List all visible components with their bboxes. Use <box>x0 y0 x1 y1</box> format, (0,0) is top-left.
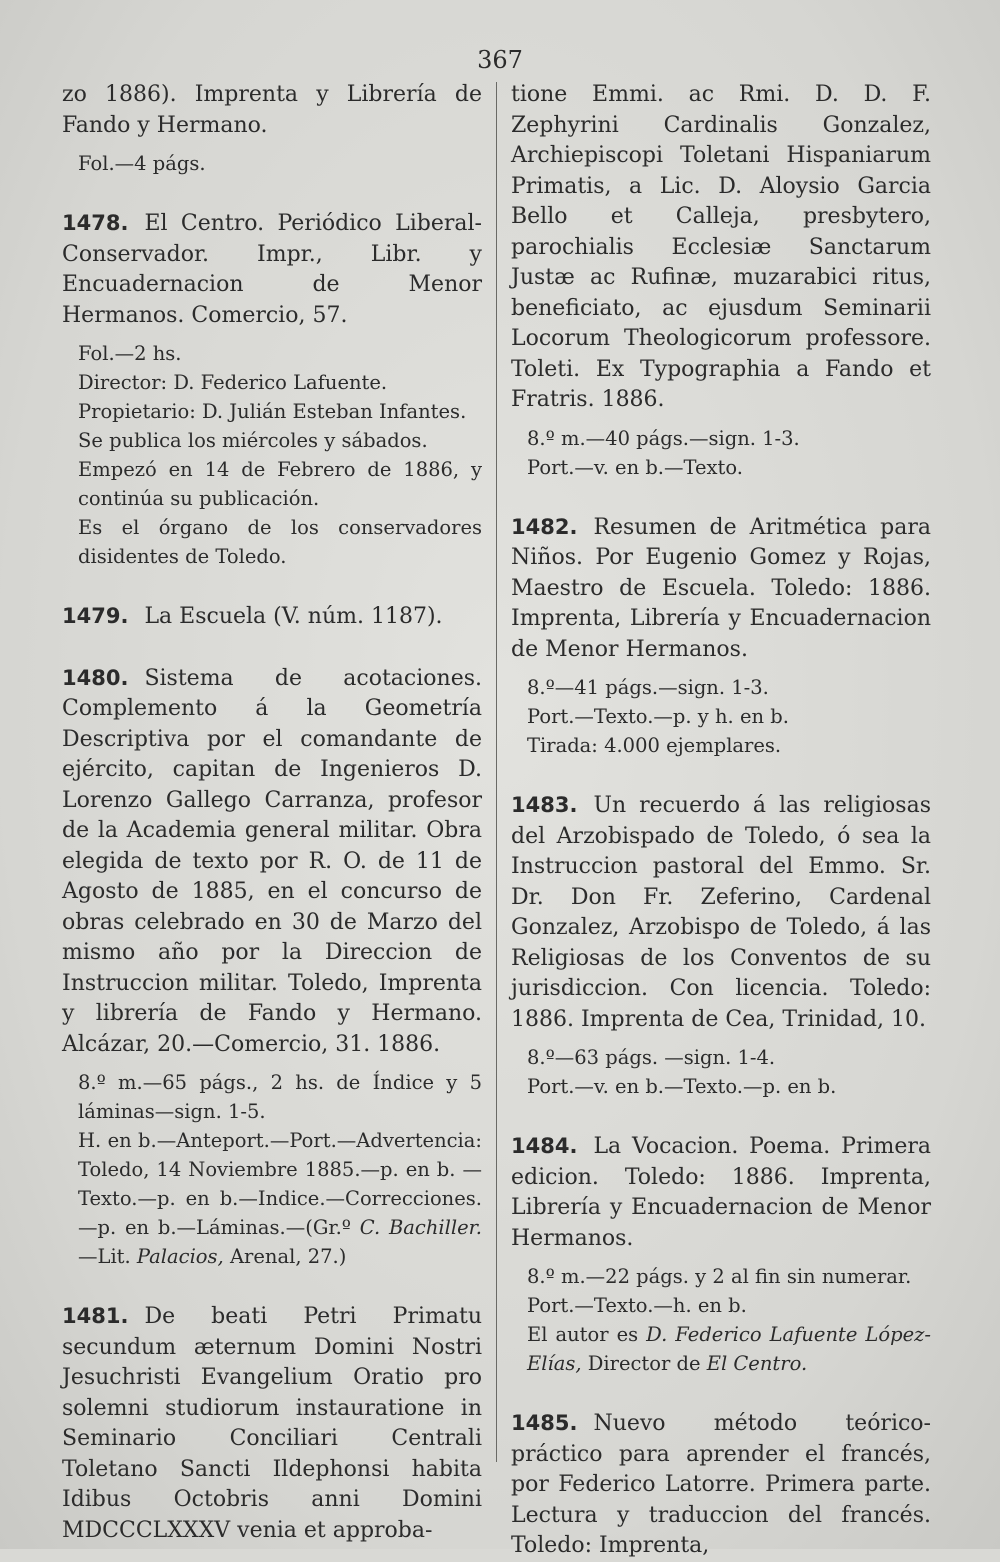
entry-author-note <box>511 1320 931 1378</box>
entry-title: Resumen de Aritmética para Niños. Por Eugenio Gomez y Rojas, Maestro de Escuela. Toledo: 1886. Imprenta, Librería y Encuadernacion de Menor Hermanos. <box>511 514 931 662</box>
entry-title: Nuevo método teórico-práctico para aprender el francés, por Federico Latorre. Primera parte. Lectura y traduccion del francés. Toledo: Imprenta, <box>511 1411 931 1558</box>
entry-1480 <box>62 663 482 1272</box>
entry-note: 8.º m.—22 págs. y 2 al fin sin numerar. <box>527 1265 912 1288</box>
entry-note: Fol.—2 hs. <box>78 342 182 365</box>
page-number: 367 <box>477 46 523 74</box>
entry-note: Tirada: 4.000 ejemplares. <box>527 734 782 757</box>
entry-continuation-title: zo 1886). Imprenta y Librería de Fando y Hermano. <box>62 82 482 138</box>
entry-title: La Escuela (V. núm. 1187). <box>144 604 443 629</box>
entry-note: Empezó en 14 de Febrero de 1886, y continúa su publicación. <box>78 458 482 510</box>
entry-title: Sistema de acotaciones. Complemento á la Geometría Descriptiva por el comandante de ejército, capitan de Ingenieros D. Lorenzo Gallego Carranza, profesor de la Academia general militar. Obra elegida de texto por R. O. de 11 de Agosto de 1885, en el concurso de obras celebrado en 30 de Marzo del mismo año por la Direccion de Instruccion militar. Toledo, Imprenta y librería de Fando y Hermano. Alcázar, 20.—Comercio, 31. 1886. <box>62 665 482 1057</box>
note-italic: Palacios, <box>136 1245 224 1268</box>
note-text: —Lit. <box>78 1245 137 1268</box>
entry-1482 <box>511 512 931 761</box>
entry-title: De beati Petri Primatu secundum æternum Domini Nostri Jesuchristi Evangelium Oratio pro solemni studiorum instauratione in Seminario Conciliari Centrali Toletano Sancti Ildephonsi habita Idibus Octobris anni Domini MDCCCLXXXV venia et approba- <box>62 1304 482 1543</box>
entry-number: 1483. <box>511 793 578 817</box>
entry-number: 1484. <box>511 1134 578 1158</box>
entry-note: Port.—v. en b.—Texto.—p. en b. <box>527 1075 837 1098</box>
entry-title: La Vocacion. Poema. Primera edicion. Toledo: 1886. Imprenta, Librería y Encuadernacion de Menor Hermanos. <box>511 1134 931 1251</box>
entry-number: 1478. <box>62 211 129 235</box>
entry-note: Propietario: D. Julián Esteban Infantes. <box>78 400 467 423</box>
entry-note: Port.—Texto.—p. y h. en b. <box>527 705 789 728</box>
entry-note: 8.º m.—40 págs.—sign. 1-3. <box>527 426 800 450</box>
entry-number: 1485. <box>511 1411 578 1435</box>
note-italic: C. Bachiller. <box>359 1216 483 1239</box>
entry-note: 8.º m.—65 págs., 2 hs. de Índice y 5 láminas—sign. 1-5. <box>78 1071 482 1123</box>
entry-1481 <box>62 1301 482 1546</box>
entry-note: Port.—Texto.—h. en b. <box>527 1294 747 1317</box>
entry-note: 8.º—63 págs. —sign. 1-4. <box>527 1046 776 1069</box>
entry-1484 <box>511 1131 931 1378</box>
entry-note <box>62 1126 482 1271</box>
column-divider <box>496 82 497 1462</box>
entry-number: 1481. <box>62 1304 129 1328</box>
entry-note: Director: D. Federico Lafuente. <box>78 371 388 394</box>
entry-continuation-note: Fol.—4 págs. <box>78 152 206 175</box>
entry-number: 1482. <box>511 514 578 539</box>
entry-continuation-title: tione Emmi. ac Rmi. D. D. F. Zephyrini Cardinalis Gonzalez, Archiepiscopi Toletani Hispaniarum Primatis, a Lic. D. Aloysio Garcia Bello et Calleja, presbytero, parochialis Ecclesiæ Sanctarum Justæ ac Rufinæ, muzarabici ritus, beneficiato, ac ejusdum Seminarii Locorum Theologicorum professore. Toleti. Ex Typographia a Fando et Fratris. 1886. <box>511 82 931 412</box>
entry-number: 1479. <box>62 604 129 628</box>
entry-note: Se publica los miércoles y sábados. <box>78 429 428 452</box>
left-column <box>62 80 482 1546</box>
entry-1479 <box>62 601 482 633</box>
entry-note: 8.º—41 págs.—sign. 1-3. <box>527 676 769 699</box>
note-text: Arenal, 27.) <box>223 1245 347 1268</box>
entry-title: Un recuerdo á las religiosas del Arzobispado de Toledo, ó sea la Instruccion pastoral del Emmo. Sr. Dr. Don Fr. Zeferino, Cardenal Gonzalez, Arzobispo de Toledo, á las Religiosas de los Conventos de su jurisdiccion. Con licencia. Toledo: 1886. Imprenta de Cea, Trinidad, 10. <box>511 793 931 1032</box>
note-text: Director de <box>581 1352 707 1375</box>
note-text: H. en b.—Anteport.—Port.—Advertencia: Toledo, 14 Noviembre 1885.—p. en b. —Texto.—p. en b.—Indice.—Correcciones.—p. en b.—Láminas.—(Gr.º <box>78 1129 482 1239</box>
entry-note: Port.—v. en b.—Texto. <box>527 455 743 479</box>
entry-1478 <box>62 208 482 571</box>
right-column <box>511 80 931 1562</box>
note-text: El autor es <box>527 1323 647 1346</box>
entry-title: El Centro. Periódico Liberal-Conservador. Impr., Libr. y Encuadernacion de Menor Hermanos. Comercio, 57. <box>62 211 482 328</box>
entry-number: 1480. <box>62 665 129 690</box>
note-italic: El Centro. <box>706 1352 808 1375</box>
entry-1485 <box>511 1408 931 1562</box>
entry-1483 <box>511 790 931 1101</box>
note-italic: D. Federico Lafuente López-Elías, <box>527 1323 931 1375</box>
entry-note: Es el órgano de los conservadores disidentes de Toledo. <box>78 516 482 568</box>
